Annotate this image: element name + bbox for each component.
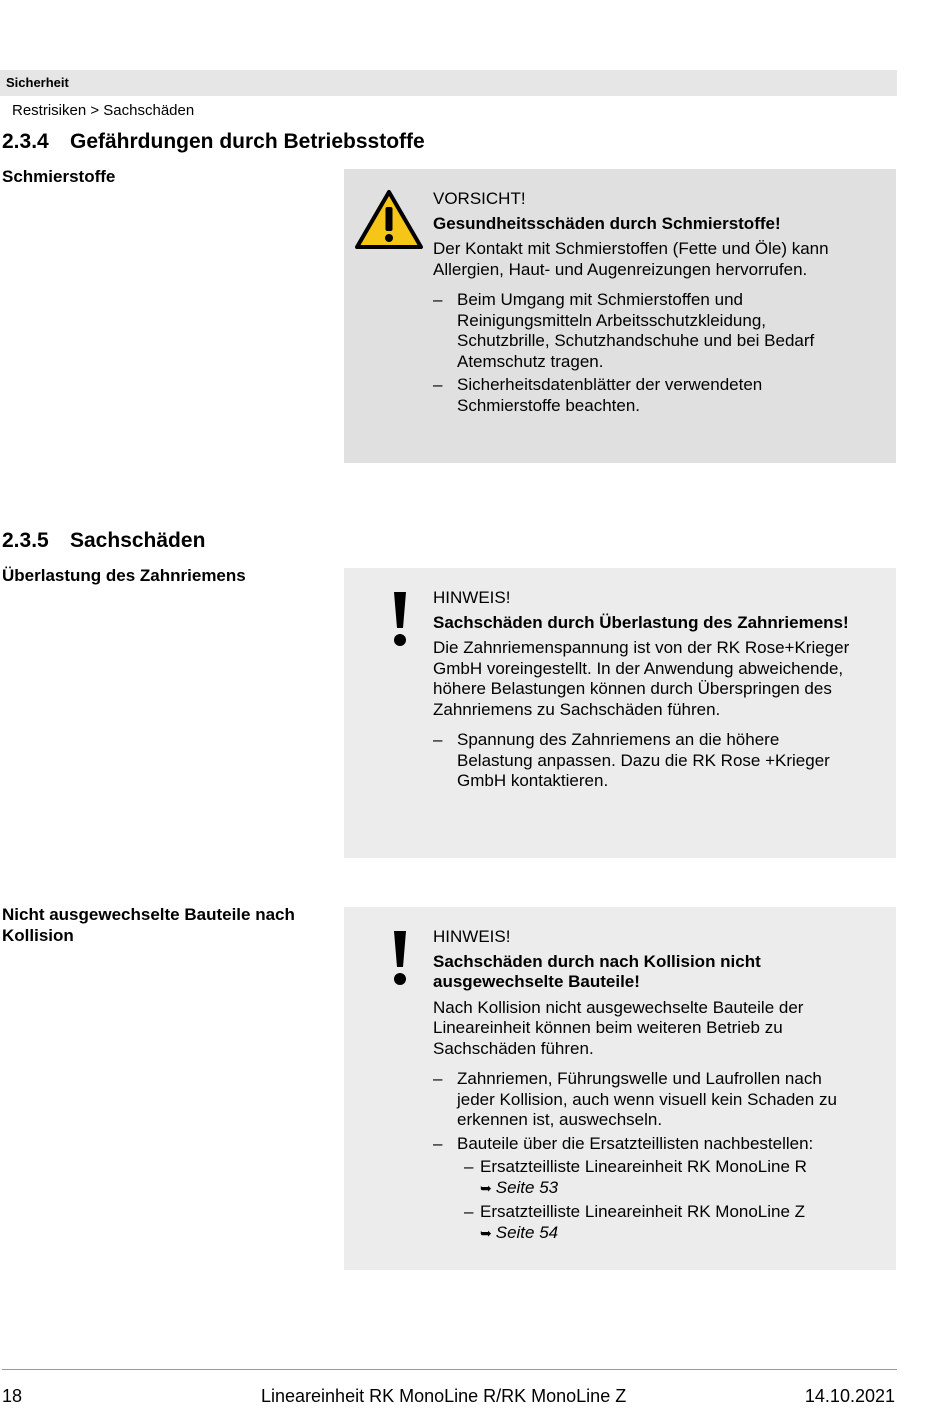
side-label-zahnriemen: Überlastung des Zahnriemens	[2, 566, 246, 585]
list-item: – Sicherheitsdatenblätter der verwendeten Schmierstoffe beachten.	[433, 375, 763, 415]
signal-word: HINWEIS!	[433, 588, 511, 607]
sub-list-item: – Ersatzteilliste Lineareinheit RK MonoLine R ➥ Seite 53	[464, 1157, 807, 1197]
section-heading-2-3-4	[2, 130, 425, 154]
warning-triangle-icon	[354, 189, 424, 251]
page-reference-link[interactable]: ➥ Seite 54	[480, 1222, 559, 1242]
notice-box-zahnriemen	[344, 568, 896, 858]
box-text: Der Kontakt mit Schmierstoffen (Fette und Öle) kann Allergien, Haut- und Augenreizungen hervorrufen.	[433, 239, 829, 279]
list-item: – Beim Umgang mit Schmierstoffen und Reinigungsmitteln Arbeitsschutzkleidung, Schutzbrille, Schutzhandschuhe und bei Bedarf Atemschutz tragen.	[433, 290, 815, 371]
box-text: Nach Kollision nicht ausgewechselte Bauteile der Lineareinheit können beim weiteren Betrieb zu Sachschäden führen.	[433, 997, 804, 1058]
section-number: 2.3.4	[2, 130, 49, 153]
signal-word: VORSICHT!	[433, 189, 526, 208]
breadcrumb: Restrisiken > Sachschäden	[12, 102, 195, 119]
page-number: 18	[2, 1386, 23, 1406]
footer-divider	[2, 1369, 897, 1370]
reference-arrow-icon: ➥	[480, 1224, 492, 1241]
document-title: Lineareinheit RK MonoLine R/RK MonoLine Z	[261, 1386, 627, 1406]
side-label-kollision: Nicht ausgewechselte Bauteile nach Kollision	[2, 905, 295, 945]
list-item: – Bauteile über die Ersatzteillisten nachbestellen:	[433, 1133, 814, 1153]
signal-word: HINWEIS!	[433, 927, 511, 946]
side-label-schmierstoffe: Schmierstoffe	[2, 167, 116, 186]
exclamation-icon	[354, 927, 424, 989]
page-reference-link[interactable]: ➥ Seite 53	[480, 1177, 559, 1197]
sub-list-item: – Ersatzteilliste Lineareinheit RK MonoLine Z ➥ Seite 54	[464, 1202, 806, 1242]
reference-arrow-icon: ➥	[480, 1179, 492, 1196]
section-number: 2.3.5	[2, 529, 49, 552]
section-heading-2-3-5	[2, 529, 205, 553]
box-text: Die Zahnriemenspannung ist von der RK Rose+Krieger GmbH voreingestellt. In der Anwendung abweichende, höhere Belastungen können durch Überspringen des Zahnriemens zu Sachschäden führen.	[433, 638, 850, 719]
section-title: Gefährdungen durch Betriebsstoffe	[70, 130, 425, 153]
box-title: Sachschäden durch nach Kollision nicht ausgewechselte Bauteile!	[433, 951, 761, 991]
section-title: Sachschäden	[70, 529, 206, 552]
caution-box	[344, 169, 896, 463]
box-title: Sachschäden durch Überlastung des Zahnriemens!	[433, 612, 849, 632]
notice-box-kollision	[344, 907, 896, 1270]
running-header	[0, 70, 897, 96]
box-title: Gesundheitsschäden durch Schmierstoffe!	[433, 213, 781, 233]
exclamation-icon	[354, 588, 424, 650]
list-item: – Spannung des Zahnriemens an die höhere Belastung anpassen. Dazu die RK Rose +Krieger GmbH kontaktieren.	[433, 730, 830, 790]
chapter-title: Sicherheit	[6, 75, 69, 90]
document-date: 14.10.2021	[804, 1386, 895, 1406]
list-item: – Zahnriemen, Führungswelle und Laufrollen nach jeder Kollision, auch wenn visuell kein Schaden zu erkennen ist, auswechseln.	[433, 1069, 837, 1129]
